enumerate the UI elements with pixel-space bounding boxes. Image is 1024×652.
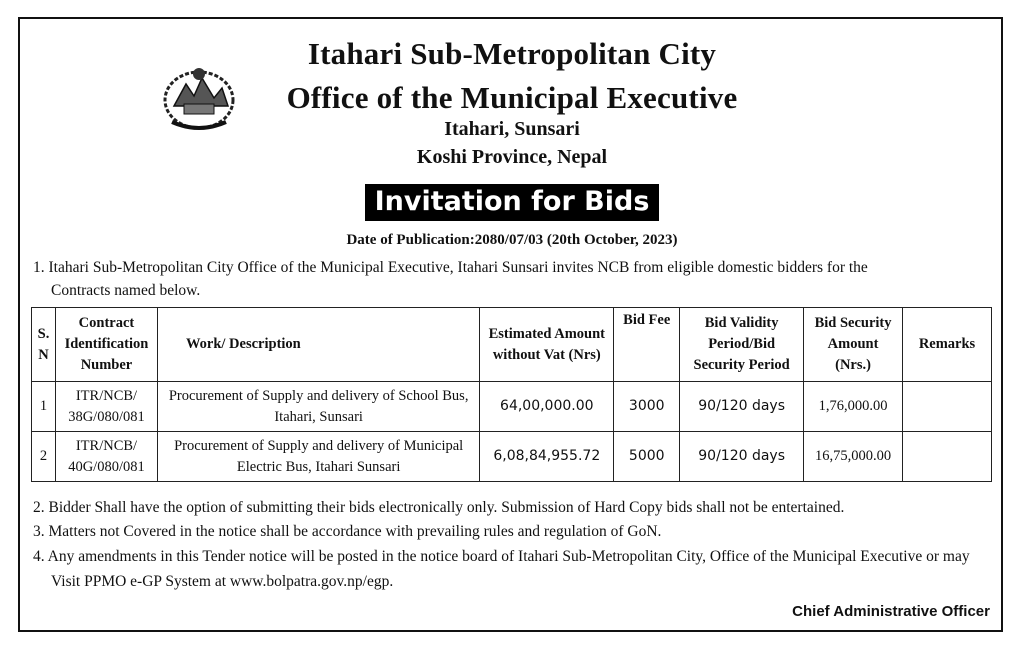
signature-title: Chief Administrative Officer	[792, 603, 990, 620]
header-bid-security: Bid Security Amount (Nrs.)	[804, 308, 903, 382]
paragraph-4-line-1: 4. Any amendments in this Tender notice will be posted in the notice board of Itahari Sub-Metropolitan City, Office of the Municipal Executive or may	[33, 548, 970, 565]
paragraph-4-line-2: Visit PPMO e-GP System at www.bolpatra.gov.np/egp.	[51, 573, 394, 590]
cell-contract-id: ITR/NCB/ 38G/080/081	[55, 382, 157, 432]
cell-sn: 1	[32, 382, 56, 432]
cell-estimated-amount: 64,00,000.00	[480, 382, 614, 432]
cell-bid-fee: 3000	[614, 382, 680, 432]
office-name: Office of the Municipal Executive	[286, 80, 738, 115]
header-sn: S. N	[32, 308, 56, 382]
header-remarks: Remarks	[903, 308, 992, 382]
publication-date: Date of Publication:2080/07/03 (20th October, 2023)	[346, 232, 678, 248]
paragraph-1-line-1: 1. Itahari Sub-Metropolitan City Office of the Municipal Executive, Itahari Sunsari invites NCB from eligible domestic bidders for the	[33, 259, 868, 276]
bids-table	[31, 307, 992, 482]
notice-title: Invitation for Bids	[365, 184, 660, 221]
cell-sn: 2	[32, 432, 56, 482]
cell-remarks	[903, 382, 992, 432]
table-header-row	[32, 308, 992, 382]
cell-bid-validity: 90/120 days	[680, 382, 804, 432]
cell-bid-security: 16,75,000.00	[804, 432, 903, 482]
office-province: Koshi Province, Nepal	[416, 146, 608, 168]
cell-bid-validity: 90/120 days	[680, 432, 804, 482]
header-bid-validity: Bid Validity Period/Bid Security Period	[680, 308, 804, 382]
cell-bid-security: 1,76,000.00	[804, 382, 903, 432]
header-estimated-amount: Estimated Amount without Vat (Nrs)	[480, 308, 614, 382]
table-row	[32, 382, 992, 432]
office-location: Itahari, Sunsari	[444, 118, 580, 140]
cell-work: Procurement of Supply and delivery of School Bus, Itahari, Sunsari	[157, 382, 479, 432]
cell-bid-fee: 5000	[614, 432, 680, 482]
paragraph-2: 2. Bidder Shall have the option of submitting their bids electronically only. Submission of Hard Copy bids shall not be entertained.	[33, 499, 845, 516]
paragraph-1-line-2: Contracts named below.	[51, 282, 201, 299]
cell-estimated-amount: 6,08,84,955.72	[480, 432, 614, 482]
header-contract-id: Contract Identification Number	[55, 308, 157, 382]
table-row	[32, 432, 992, 482]
cell-contract-id: ITR/NCB/ 40G/080/081	[55, 432, 157, 482]
cell-remarks	[903, 432, 992, 482]
paragraph-3: 3. Matters not Covered in the notice shall be accordance with prevailing rules and regulation of GoN.	[33, 523, 662, 540]
cell-work: Procurement of Supply and delivery of Municipal Electric Bus, Itahari Sunsari	[157, 432, 479, 482]
header-bid-fee: Bid Fee	[614, 308, 680, 382]
city-name: Itahari Sub-Metropolitan City	[307, 36, 717, 71]
header-work: Work/ Description	[157, 308, 479, 382]
